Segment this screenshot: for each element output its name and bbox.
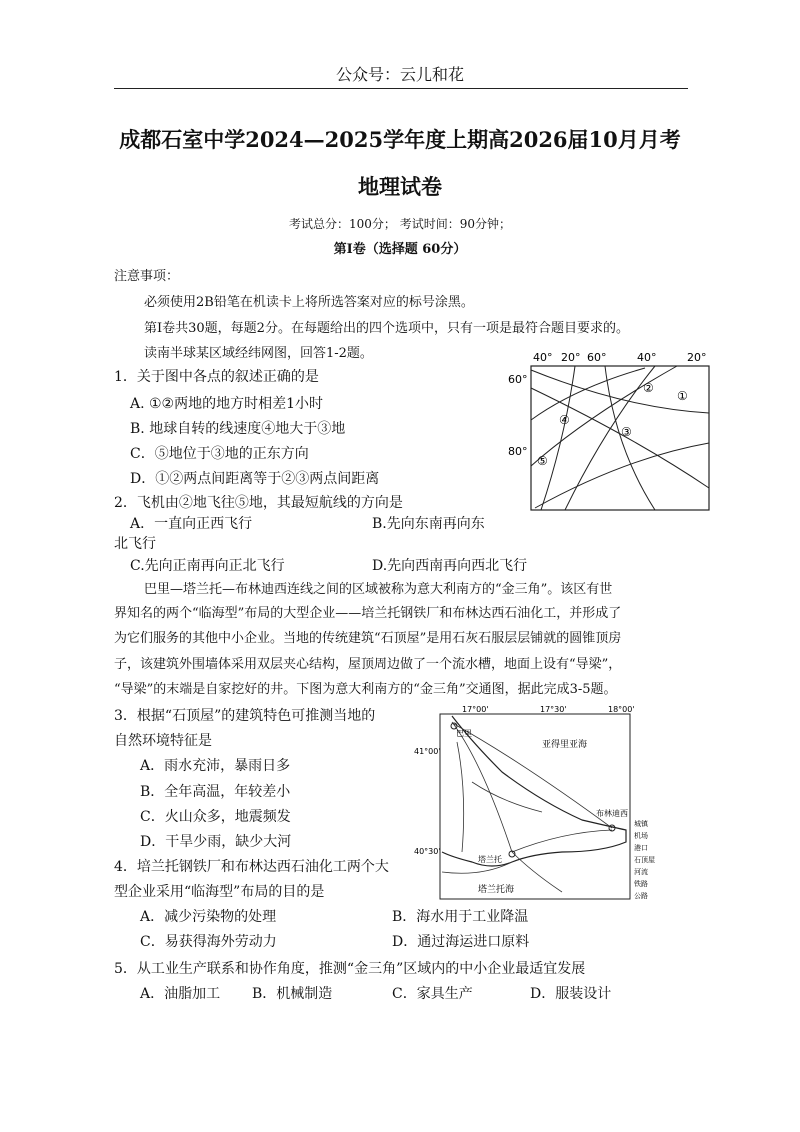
fig1-meridian [541, 366, 575, 510]
exam-title: 成都石室中学2024—2025学年度上期高2026届10月月考 [119, 127, 681, 152]
q1-option-b: B. 地球自转的线速度④地大于③地 [130, 421, 346, 437]
fig1-point: ⑤ [537, 454, 548, 468]
fig1-top-label: 20° [687, 351, 707, 364]
fig1-point: ③ [621, 425, 632, 439]
q3-stem: 3．根据“石顶屋”的建筑特色可推测当地的 [114, 708, 376, 724]
fig1-left-label: 60° [508, 373, 528, 386]
fig1-left-label: 80° [508, 445, 528, 458]
fig2-city-brindisi: 布林迪西 [596, 809, 628, 818]
fig1-parallel [531, 368, 645, 420]
fig2-frame [440, 714, 630, 899]
q2-option-c: C.先向正南再向正北飞行 [130, 558, 285, 574]
fig1-top-label: 40° [533, 351, 553, 364]
q5-stem: 5．从工业生产联系和协作角度，推测“金三角”区域内的中小企业最适宜发展 [114, 961, 586, 977]
header-divider [114, 88, 688, 89]
q1-option-d: D．①②两点间距离等于②③两点间距离 [130, 471, 380, 487]
fig2-road [457, 742, 464, 852]
graticule-map [505, 348, 715, 514]
fig1-parallel [535, 443, 709, 508]
q5-option-c: C．家具生产 [392, 986, 473, 1002]
fig1-top-label: 40° [637, 351, 657, 364]
fig1-frame [531, 366, 709, 510]
notice-heading: 注意事项： [114, 269, 180, 284]
fig1-top-label: 20° [561, 351, 581, 364]
intro-q1-2: 读南半球某区域经纬网图，回答1-2题。 [144, 346, 373, 361]
q3-option-a: A．雨水充沛，暴雨日多 [140, 758, 291, 774]
passage-line-3: 为它们服务的其他中小企业。当地的传统建筑“石顶屋”是用石灰石服层层铺就的圆锥顶房 [114, 631, 622, 646]
q4-stem: 4．培兰托钢铁厂和布林达西石油化工两个大 [114, 859, 389, 875]
fig2-legend-item: 机场 [634, 832, 648, 840]
fig1-point: ② [643, 381, 654, 395]
fig1-parallel [531, 366, 677, 466]
fig2-lon-label: 17°30' [540, 705, 567, 714]
golden-triangle-map [412, 702, 655, 902]
section-title: 第Ⅰ卷（选择题 60分） [333, 242, 467, 257]
q3-option-d: D．干旱少雨，缺少大河 [140, 834, 292, 850]
fig2-railway [454, 724, 612, 828]
q3-option-c: C．火山众多，地震频发 [140, 809, 291, 825]
q4-stem-cont: 型企业采用“临海型”布局的目的是 [114, 884, 325, 900]
fig2-city-taranto: 塔兰托 [478, 855, 502, 864]
fig2-lat-label: 40°30' [414, 847, 441, 856]
fig2-sea-south: 塔兰托海 [478, 885, 515, 895]
q5-option-a: A．油脂加工 [140, 986, 221, 1002]
q1-option-a: A. ①②两地的地方时相差1小时 [130, 396, 324, 412]
q2-option-a: A．一直向正西飞行 [130, 516, 253, 532]
notice-item-1: 必须使用2B铅笔在机读卡上将所选答案对应的标号涂黑。 [144, 295, 474, 310]
passage-line-2: 界知名的两个“临海型”布局的大型企业——培兰托钢铁厂和布林达西石油化工，并形成了 [114, 606, 622, 621]
q5-option-d: D．服装设计 [530, 986, 612, 1002]
q1-stem: 1．关于图中各点的叙述正确的是 [114, 369, 319, 385]
q2-option-b-cont: 北飞行 [114, 536, 156, 552]
q3-option-b: B．全年高温，年较差小 [140, 784, 291, 800]
passage-line-4: 子，该建筑外围墙体采用双层夹心结构，屋顶周边做了一个流水槽，地面上设有“导梁”， [114, 657, 622, 672]
q4-option-c: C．易获得海外劳动力 [140, 934, 277, 950]
fig1-point: ① [677, 389, 688, 403]
fig2-lat-label: 41°00' [414, 747, 441, 756]
fig2-road [472, 782, 542, 812]
fig2-road [452, 722, 512, 852]
fig2-legend-item: 城镇 [634, 820, 648, 828]
passage-line-1: 巴里—塔兰托—布林迪西连线之间的区域被称为意大利南方的“金三角”。该区有世 [144, 582, 613, 597]
fig2-legend-item: 铁路 [634, 880, 648, 888]
fig2-coastline [442, 716, 626, 866]
fig1-top-label: 60° [587, 351, 607, 364]
q1-option-c: C．⑤地位于③地的正东方向 [130, 446, 309, 462]
fig2-lon-label: 17°00' [462, 705, 489, 714]
exam-subtitle: 地理试卷 [358, 174, 442, 199]
fig1-point: ④ [559, 413, 570, 427]
fig2-road [512, 852, 562, 892]
fig2-legend-item: 公路 [634, 892, 648, 900]
q5-option-b: B．机械制造 [252, 986, 333, 1002]
q3-stem-cont: 自然环境特征是 [114, 733, 212, 749]
fig2-legend-item: 石顶屋 [634, 856, 655, 864]
q2-stem: 2．飞机由②地飞往⑤地，其最短航线的方向是 [114, 495, 403, 511]
q4-option-b: B．海水用于工业降温 [392, 909, 529, 925]
exam-info: 考试总分：100分； 考试时间：90分钟； [289, 217, 511, 231]
fig2-legend-item: 河流 [634, 868, 648, 876]
notice-item-2: 第Ⅰ卷共30题，每题2分。在每题给出的四个选项中，只有一项是最符合题目要求的。 [144, 321, 629, 336]
page-header: 公众号：云儿和花 [335, 65, 464, 84]
fig2-sea-north: 亚得里亚海 [542, 740, 588, 750]
q2-option-b: B.先向东南再向东 [372, 516, 485, 532]
fig2-road [512, 830, 612, 852]
passage-line-5: “导梁”的末端是自家挖好的井。下图为意大利南方的“金三角”交通图，据此完成3-5题。 [114, 682, 617, 697]
fig2-city-bari: 巴里 [456, 729, 472, 738]
fig2-legend-item: 港口 [634, 844, 648, 852]
q4-option-a: A．减少污染物的处理 [140, 909, 277, 925]
q2-option-d: D.先向西南再向西北飞行 [372, 558, 528, 574]
fig2-lon-label: 18°00' [608, 705, 635, 714]
q4-option-d: D．通过海运进口原料 [392, 934, 530, 950]
